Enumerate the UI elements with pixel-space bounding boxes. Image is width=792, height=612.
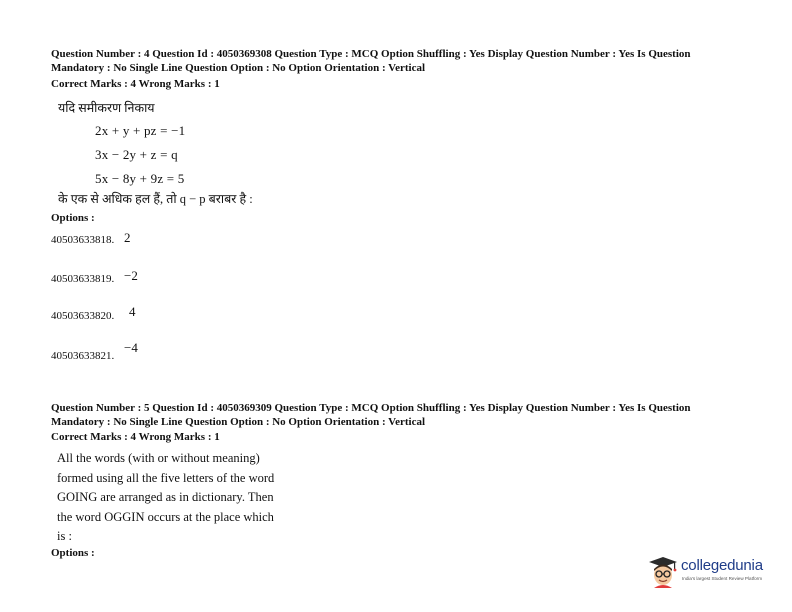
q4-option-2-id: 40503633819. [51,273,115,285]
q4-closing: के एक से अधिक हल हैं, तो q − p बराबर है : [58,192,253,206]
q4-equation-1: 2x + y + pz = −1 [95,123,186,138]
q4-intro: यदि समीकरण निकाय [58,101,155,115]
q5-meta-line2: Mandatory : No Single Line Question Option : No Option Orientation : Vertical [51,416,426,428]
q5-text-line-1: All the words (with or without meaning) [57,451,260,465]
q4-option-3-value: 4 [129,304,136,319]
q5-text-line-5: is : [57,529,72,543]
logo-wordmark: collegedunia [681,557,763,574]
q4-meta [51,47,756,75]
q5-meta-line1: Question Number : 5 Question Id : 4050369309 Question Type : MCQ Option Shuffling : Yes Display Question Number : Yes Is Question [51,402,691,414]
q4-option-1-value: 2 [124,230,131,245]
q5-text-line-2: formed using all the five letters of the word [57,470,275,485]
q4-meta-line1: Question Number : 4 Question Id : 4050369308 Question Type : MCQ Option Shuffling : Yes Display Question Number : Yes Is Question [51,48,691,60]
q5-text-line-4: the word OGGIN occurs at the place which [57,509,274,524]
q4-option-4-value: −4 [124,340,138,355]
q4-equation-3: 5x − 8y + 9z = 5 [95,171,185,186]
logo-tagline: India's largest Student Review Platform [682,576,763,581]
q4-option-3-id: 40503633820. [51,310,115,322]
q4-option-2-value: −2 [124,268,138,283]
q4-equation-2: 3x − 2y + z = q [95,147,178,162]
q4-meta-line2: Mandatory : No Single Line Question Option : No Option Orientation : Vertical [51,62,426,74]
q4-option-4-id: 40503633821. [51,350,115,362]
q5-question-text [57,449,307,547]
q5-meta [51,401,756,429]
q4-options-label: Options : [51,212,95,224]
q5-marks: Correct Marks : 4 Wrong Marks : 1 [51,431,220,443]
q5-options-label: Options : [51,547,95,559]
q4-marks: Correct Marks : 4 Wrong Marks : 1 [51,78,220,90]
q4-option-1-id: 40503633818. [51,234,115,246]
collegedunia-logo [648,554,773,590]
q5-text-line-3: GOING are arranged as in dictionary. Then [57,490,274,504]
student-mascot-icon [648,556,678,588]
